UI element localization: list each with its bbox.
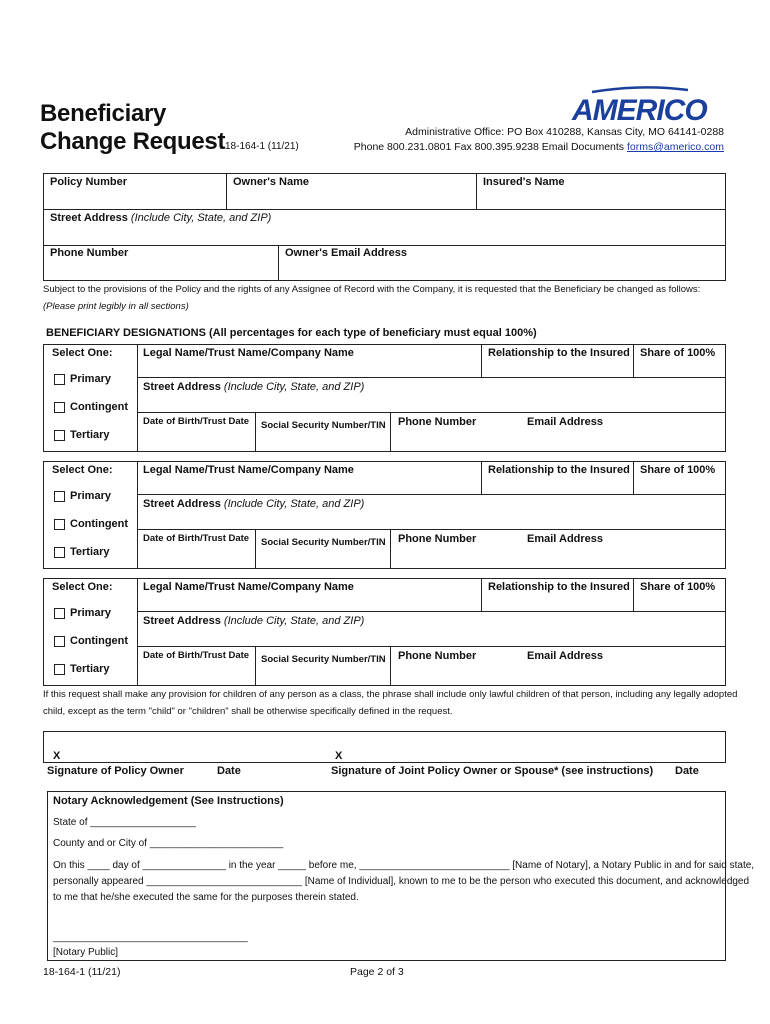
beneficiary-street-address-field[interactable]	[143, 498, 364, 510]
children-clause-line-1: If this request shall make any provision for children of any person as a class, the phrase shall include only lawful children of that person, including any legally adopted	[43, 689, 738, 700]
contingent-checkbox[interactable]	[54, 636, 65, 647]
relationship-field[interactable]: Relationship to the Insured	[488, 464, 630, 476]
divider	[43, 245, 726, 246]
contingent-checkbox[interactable]	[54, 519, 65, 530]
phone-number-field[interactable]: Phone Number	[50, 247, 129, 259]
owners-name-field[interactable]: Owner's Name	[233, 176, 309, 188]
office-contact	[354, 140, 724, 155]
primary-checkbox[interactable]	[54, 608, 65, 619]
street-address-label: Street Address	[143, 615, 221, 627]
policy-number-field[interactable]: Policy Number	[50, 176, 128, 188]
notary-county[interactable]: County and or City of ________________________	[53, 838, 284, 849]
divider	[137, 646, 726, 647]
divider	[137, 494, 726, 495]
beneficiary-phone-field[interactable]: Phone Number	[398, 533, 477, 545]
divider	[137, 611, 726, 612]
street-address-field[interactable]	[50, 212, 271, 224]
children-clause-line-2: child, except as the term "child" or "children" shall be otherwise specifically defined in the request.	[43, 706, 453, 717]
contact-numbers: Phone 800.231.0801 Fax 800.395.9238 Email Documents	[353, 141, 627, 153]
divider	[633, 461, 634, 494]
divider	[255, 646, 256, 686]
beneficiary-email-field[interactable]: Email Address	[527, 533, 604, 545]
legal-name-field[interactable]: Legal Name/Trust Name/Company Name	[143, 347, 354, 359]
tertiary-checkbox[interactable]	[54, 430, 65, 441]
relationship-field[interactable]: Relationship to the Insured	[488, 347, 630, 359]
primary-label: Primary	[70, 490, 111, 502]
street-address-hint: (Include City, State, and ZIP)	[130, 212, 272, 224]
beneficiary-block-3	[43, 578, 726, 686]
divider	[390, 529, 391, 569]
divider	[137, 377, 726, 378]
title-line-2: Change Request	[40, 128, 226, 155]
contingent-label: Contingent	[70, 401, 129, 413]
beneficiary-block-2	[43, 461, 726, 569]
primary-label: Primary	[70, 607, 111, 619]
dob-field[interactable]: Date of Birth/Trust Date	[143, 650, 250, 661]
select-one-label: Select One:	[52, 581, 113, 593]
primary-label: Primary	[70, 373, 111, 385]
joint-date-label[interactable]: Date	[675, 765, 699, 777]
contingent-label: Contingent	[70, 518, 129, 530]
divider	[633, 344, 634, 377]
tertiary-label: Tertiary	[70, 663, 110, 675]
beneficiary-street-address-field[interactable]	[143, 615, 364, 627]
street-address-label: Street Address	[143, 498, 221, 510]
office-address: Administrative Office: PO Box 410288, Kansas City, MO 64141-0288	[405, 126, 724, 138]
street-address-hint: (Include City, State, and ZIP)	[223, 615, 365, 627]
policy-info-box	[43, 173, 726, 281]
divider	[137, 529, 726, 530]
tertiary-checkbox[interactable]	[54, 664, 65, 675]
beneficiary-street-address-field[interactable]	[143, 381, 364, 393]
tertiary-checkbox[interactable]	[54, 547, 65, 558]
street-address-label: Street Address	[50, 212, 128, 224]
street-address-label: Street Address	[143, 381, 221, 393]
divider	[255, 412, 256, 452]
divider	[137, 344, 138, 452]
divider	[137, 578, 138, 686]
street-address-hint: (Include City, State, and ZIP)	[223, 381, 365, 393]
beneficiary-phone-field[interactable]: Phone Number	[398, 416, 477, 428]
dob-field[interactable]: Date of Birth/Trust Date	[143, 416, 250, 427]
ssn-field[interactable]: Social Security Number/TIN	[261, 420, 386, 431]
relationship-field[interactable]: Relationship to the Insured	[488, 581, 630, 593]
divider	[390, 412, 391, 452]
owner-signature-x: X	[53, 750, 61, 762]
divider	[481, 578, 482, 611]
beneficiary-email-field[interactable]: Email Address	[527, 650, 604, 662]
notary-title: Notary Acknowledgement (See Instructions)	[53, 795, 284, 807]
designations-heading: BENEFICIARY DESIGNATIONS (All percentages for each type of beneficiary must equal 100%)	[46, 327, 537, 339]
divider	[137, 461, 138, 569]
contingent-label: Contingent	[70, 635, 129, 647]
divider	[226, 173, 227, 209]
tertiary-label: Tertiary	[70, 429, 110, 441]
notary-to-me: to me that he/she executed the same for the purposes therein stated.	[53, 892, 359, 903]
joint-signature-label[interactable]: Signature of Joint Policy Owner or Spouse* (see instructions)	[331, 765, 654, 777]
intro-note: (Please print legibly in all sections)	[43, 301, 189, 312]
share-field[interactable]: Share of 100%	[640, 581, 716, 593]
share-field[interactable]: Share of 100%	[640, 347, 716, 359]
insureds-name-field[interactable]: Insured's Name	[483, 176, 565, 188]
divider	[633, 578, 634, 611]
divider	[476, 173, 477, 209]
divider	[481, 344, 482, 377]
legal-name-field[interactable]: Legal Name/Trust Name/Company Name	[143, 464, 354, 476]
notary-personally[interactable]: personally appeared ____________________________ [Name of Individual], known to me to be the person who executed this document, and acknowledged	[53, 876, 750, 887]
intro-text: Subject to the provisions of the Policy and the rights of any Assignee of Record with the Company, it is requested that the Beneficiary be changed as follows:	[43, 284, 701, 295]
primary-checkbox[interactable]	[54, 374, 65, 385]
joint-signature-x: X	[335, 750, 343, 762]
notary-state[interactable]: State of ___________________	[53, 817, 196, 828]
ssn-field[interactable]: Social Security Number/TIN	[261, 654, 386, 665]
email-link[interactable]: forms@americo.com	[626, 141, 724, 153]
form-title	[40, 100, 225, 156]
owner-signature-label[interactable]: Signature of Policy Owner	[47, 765, 184, 777]
notary-signature-line[interactable]: ___________________________________	[53, 932, 248, 943]
signature-box	[43, 731, 726, 763]
select-one-label: Select One:	[52, 464, 113, 476]
owners-email-field[interactable]: Owner's Email Address	[285, 247, 408, 259]
owner-date-label[interactable]: Date	[217, 765, 241, 777]
footer-form-number: 18-164-1 (11/21)	[43, 966, 121, 978]
notary-public-label: [Notary Public]	[53, 947, 119, 958]
street-address-hint: (Include City, State, and ZIP)	[223, 498, 365, 510]
select-one-label: Select One:	[52, 347, 113, 359]
divider	[390, 646, 391, 686]
divider	[278, 245, 279, 281]
beneficiary-email-field[interactable]: Email Address	[527, 416, 604, 428]
beneficiary-block-1	[43, 344, 726, 452]
divider	[255, 529, 256, 569]
divider	[481, 461, 482, 494]
form-number: 18-164-1 (11/21)	[225, 141, 299, 152]
logo-text: AMERICO	[572, 94, 707, 126]
dob-field[interactable]: Date of Birth/Trust Date	[143, 533, 250, 544]
divider	[137, 412, 726, 413]
title-line-1: Beneficiary	[40, 100, 167, 127]
americo-logo	[570, 86, 726, 126]
primary-checkbox[interactable]	[54, 491, 65, 502]
footer-page-number: Page 2 of 3	[350, 966, 404, 978]
ssn-field[interactable]: Social Security Number/TIN	[261, 537, 386, 548]
tertiary-label: Tertiary	[70, 546, 110, 558]
contingent-checkbox[interactable]	[54, 402, 65, 413]
beneficiary-phone-field[interactable]: Phone Number	[398, 650, 477, 662]
notary-on-this[interactable]: On this ____ day of _______________ in the year _____ before me, ___________________________ [Name of Notary], a Notary Public in and for said state,	[53, 860, 755, 871]
legal-name-field[interactable]: Legal Name/Trust Name/Company Name	[143, 581, 354, 593]
share-field[interactable]: Share of 100%	[640, 464, 716, 476]
divider	[43, 209, 726, 210]
office-info	[354, 125, 724, 155]
